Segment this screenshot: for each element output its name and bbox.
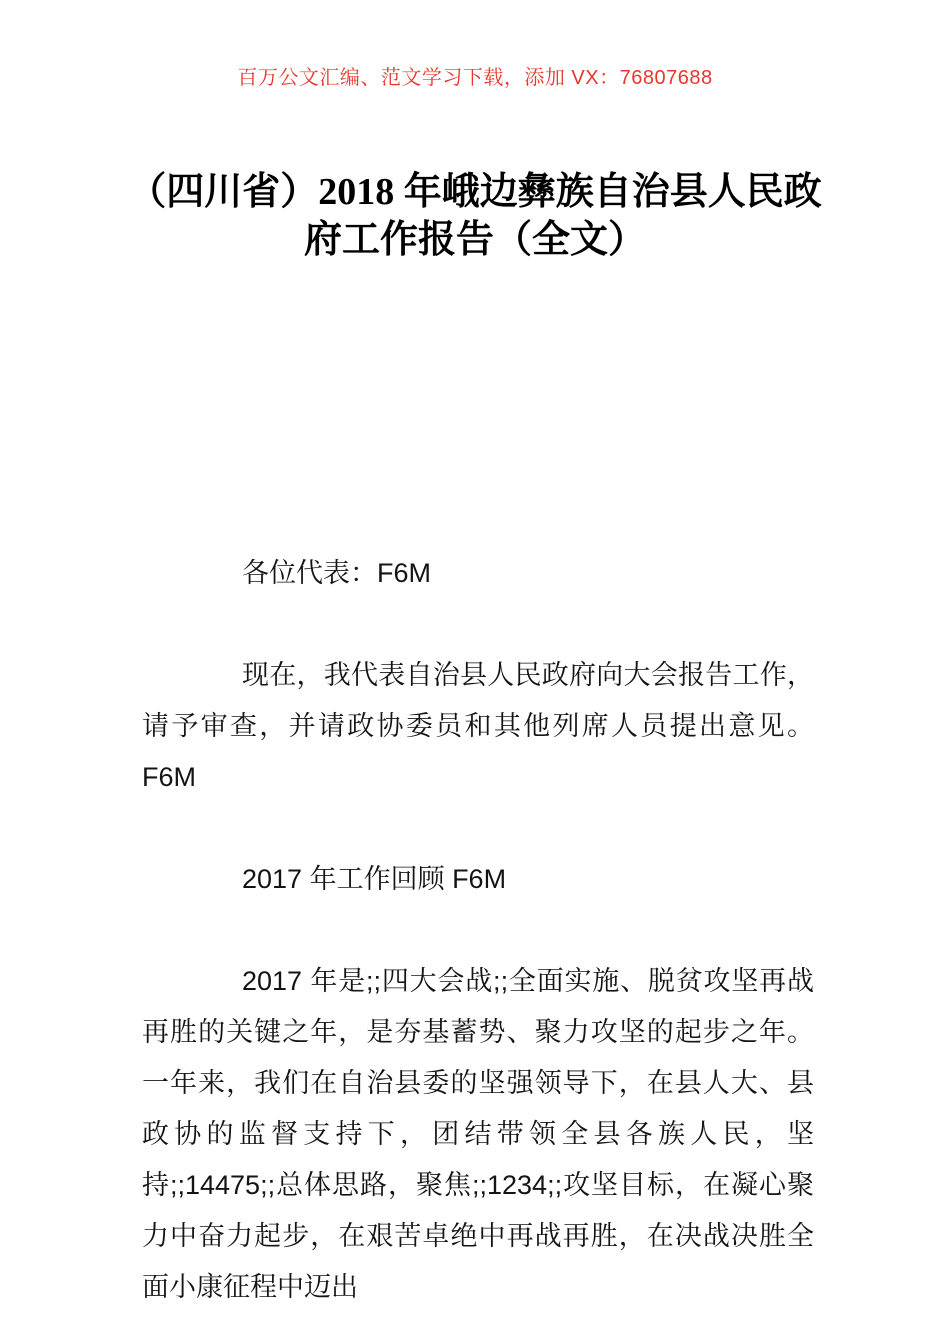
document-body (142, 548, 814, 1344)
paragraph-salutation: 各位代表：F6M (242, 558, 431, 588)
paragraph-section-heading: 2017 年工作回顾 F6M (242, 864, 507, 894)
document-title: （四川省）2018 年峨边彝族自治县人民政府工作报告（全文） (128, 171, 822, 262)
paragraph-intro: 现在，我代表自治县人民政府向大会报告工作，请予审查，并请政协委员和其他列席人员提出意见。F6M (142, 660, 814, 792)
paragraph-review: 2017 年是;;四大会战;;全面实施、脱贫攻坚再战再胜的关键之年，是夯基蓄势、聚力攻坚的起步之年。一年来，我们在自治县委的坚强领导下，在县人大、县政协的监督支持下，团结带领全县各族人民，坚持;;14475;;总体思路，聚焦;;1234;;攻坚目标，在凝心聚力中奋力起步，在艰苦卓绝中再战再胜，在决战决胜全面小康征程中迈出 (142, 966, 814, 1302)
promo-notice: 百万公文汇编、范文学习下载，添加 VX：76807688 (237, 67, 713, 89)
